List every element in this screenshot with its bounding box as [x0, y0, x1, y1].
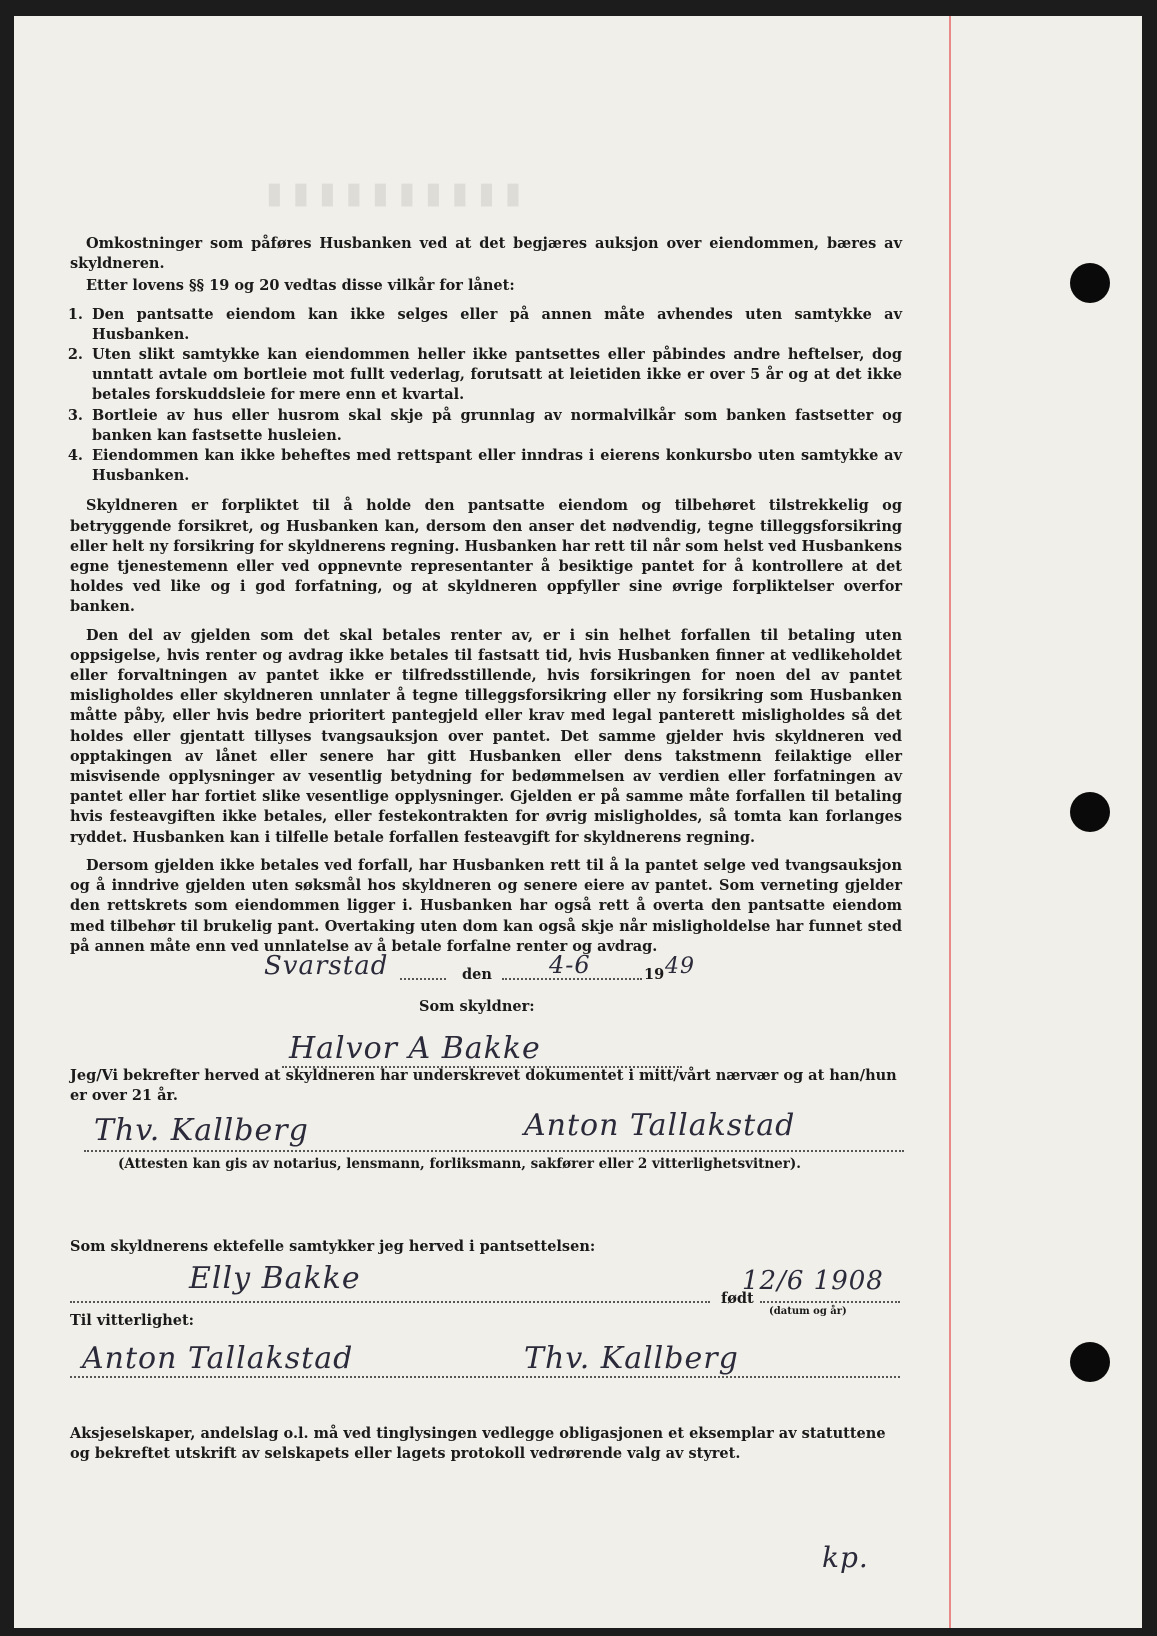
vitterlighet-signature: Anton Tallakstad — [82, 1341, 354, 1376]
vitterlighet-signature: Thv. Kallberg — [524, 1341, 739, 1376]
dotted-line — [84, 1150, 904, 1152]
year-handwritten: 49 — [665, 954, 695, 979]
initials-handwritten: kp. — [822, 1541, 869, 1574]
debtor-label: Som skyldner: — [419, 998, 535, 1015]
document-page — [14, 16, 1142, 1628]
margin-line — [949, 16, 951, 1628]
datum-label: (datum og år) — [769, 1306, 847, 1317]
punch-hole — [1070, 263, 1110, 303]
attest-note: (Attesten kan gis av notarius, lensmann, forliksmann, sakfører eller 2 vitterlighetsvitner). — [118, 1156, 801, 1172]
dotted-line — [760, 1301, 900, 1303]
spouse-signature: Elly Bakke — [189, 1261, 361, 1296]
footer-text: Aksjeselskaper, andelslag o.l. må ved tinglysingen vedlegge obligasjonen et eksemplar av statuttene og bekreftet utskrift av selskapets eller lagets protokoll vedrørende valg av styret. — [70, 1425, 886, 1462]
year-prefix: 19 — [644, 966, 665, 983]
fodt-label: født — [721, 1290, 754, 1307]
intro-paragraph: Omkostninger som påføres Husbanken ved at det begjæres auksjon over eiendommen, bæres av skyldneren. — [70, 235, 902, 273]
spouse-text: Som skyldnerens ektefelle samtykker jeg herved i pantsettelsen: — [70, 1238, 596, 1255]
enforcement-paragraph: Dersom gjelden ikke betales ved forfall, har Husbanken rett til å la pantet selge ved tvangsauksjon og å inndrive gjelden uten søksmål hos skyldneren og senere eiere av pantet. Som verneting gjelder den rettskrets som eiendommen ligger i. Husbanken har også rett å overta den pantsatte eiendom med tilbehør til brukelig pant. Overtaking uten dom kan også skje når misligholdelse har funnet sted på annen måte enn ved unnlatelse av å betale forfalne renter og avdrag. — [70, 856, 902, 955]
den-label: den — [462, 966, 492, 983]
dotted-line — [400, 978, 446, 980]
debtor-signature: Halvor A Bakke — [289, 1031, 541, 1066]
terms-list — [70, 305, 902, 487]
date-handwritten: 4-6 — [549, 951, 591, 979]
attest-text: Jeg/Vi bekrefter herved at skyldneren har underskrevet dokumentet i mitt/vårt nærvær og at han/hun er over 21 år. — [70, 1067, 897, 1104]
dotted-line — [70, 1376, 900, 1378]
birth-date-handwritten: 12/6 1908 — [742, 1266, 884, 1296]
bleed-through-decoration: ▮▮▮▮▮▮▮▮▮▮ — [266, 176, 532, 211]
term-item: 2. Uten slikt samtykke kan eiendommen heller ikke pantsettes eller påbindes andre heftelser, dog unntatt avtale om bortleie mot fullt vederlag, forutsatt at leietiden ikke er over 5 år og at det ikke betales forskuddsleie for mere enn et kvartal. — [88, 345, 902, 406]
place-handwritten: Svarstad — [264, 951, 389, 981]
vitterlighet-label: Til vitterlighet: — [70, 1312, 195, 1329]
default-paragraph: Den del av gjelden som det skal betales renter av, er i sin helhet forfallen til betaling uten oppsigelse, hvis renter og avdrag ikke betales til fastsatt tid, hvis Husbanken finner at vedlikeholdet eller forvaltningen av pantet ikke er tilfredsstillende, hvis forsikringen for noen del av pantet misligholdes eller skyldneren unnlater å tegne tilleggsforsikring eller ny forsikring som Husbanken måtte påby, eller hvis bedre prioritert pantegjeld eller krav med legal panterett misligholdes så det holdes eller gjentatt tillyses tvangsauksjon over pantet. Det samme gjelder hvis skyldneren ved opptakingen av lånet eller senere har gitt Husbanken eller dens takstmenn feilaktige eller misvisende opplysninger av vesentlig betydning for bedømmelsen av verdien eller forfatningen av pantet eller har fortiet slike vesentlige opplysninger. Gjelden er på samme måte forfallen til betaling hvis festeavgiften ikke betales, eller festekontrakten for øvrig misligholdes, så tomta kan forlanges ryddet. Husbanken kan i tilfelle betale forfallen festeavgift for skyldnerens regning. — [70, 626, 902, 846]
terms-text — [70, 234, 902, 965]
insurance-paragraph: Skyldneren er forpliktet til å holde den pantsatte eiendom og tilbehøret tilstrekkelig og betryggende forsikret, og Husbanken kan, dersom den anser det nødvendig, tegne tilleggsforsikring eller helt ny forsikring for skyldnerens regning. Husbanken har rett til når som helst ved Husbankens egne tjenestemenn eller ved oppnevnte representanter å besiktige pantet for å kontrollere at det holdes ved like og i god forfatning, og at skyldneren oppfyller sine øvrige forpliktelser overfor banken. — [70, 497, 902, 616]
witness-signature: Thv. Kallberg — [94, 1113, 309, 1148]
punch-hole — [1070, 792, 1110, 832]
punch-hole — [1070, 1342, 1110, 1382]
witness-signature: Anton Tallakstad — [524, 1108, 796, 1143]
term-item: 1. Den pantsatte eiendom kan ikke selges eller på annen måte avhendes uten samtykke av Husbanken. — [88, 305, 902, 345]
dotted-line — [70, 1301, 710, 1303]
term-item: 4. Eiendommen kan ikke beheftes med rettspant eller inndras i eierens konkursbo uten samtykke av Husbanken. — [88, 446, 902, 486]
term-item: 3. Bortleie av hus eller husrom skal skje på grunnlag av normalvilkår som banken fastsetter og banken kan fastsette husleien. — [88, 406, 902, 446]
law-line: Etter lovens §§ 19 og 20 vedtas disse vilkår for lånet: — [86, 277, 515, 295]
